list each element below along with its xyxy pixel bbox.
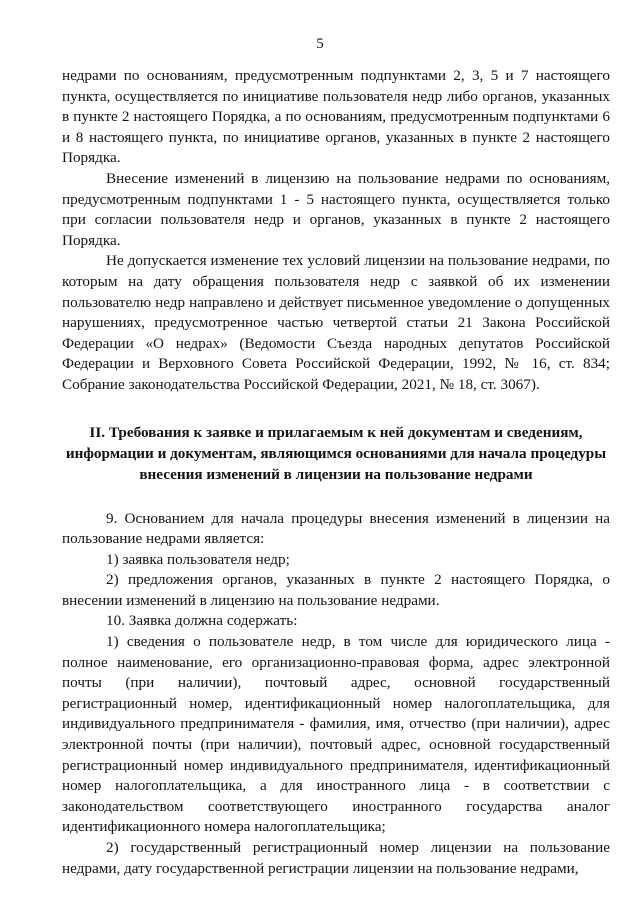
document-body bbox=[62, 66, 610, 879]
page-number: 5 bbox=[316, 36, 324, 52]
section-heading-line-1: II. Требования к заявке и прилагаемым к ней документам и сведениям, bbox=[89, 423, 583, 441]
paragraph-item-9-2: 2) предложения органов, указанных в пункте 2 настоящего Порядка, о внесении изменений в лицензию на пользование недрами. bbox=[62, 571, 610, 609]
paragraph-consent: Внесение изменений в лицензию на пользование недрами по основаниям, предусмотренным подпунктами 1 - 5 настоящего пункта, осуществляется только при согласии пользователя недр и органов, указанных в пункте 2 настоящего Порядка. bbox=[62, 169, 610, 249]
paragraph-restriction: Не допускается изменение тех условий лицензии на пользование недрами, по которым на дату обращения пользователя недр с заявкой об их изменении пользователю недр направлено и действует письменное уведомление о допущенных нарушениях, предусмотренное частью четвертой статьи 21 Закона Российской Федерации «О недрах» (Ведомости Съезда народных депутатов Российской Федерации и Верховного Совета Российской Федерации, 1992, № 16, ст. 834; Собрание законодательства Российской Федерации, 2021, № 18, ст. 3067). bbox=[62, 252, 610, 393]
paragraph-item-10: 10. Заявка должна содержать: bbox=[106, 612, 298, 630]
section-heading-line-2: информации и документам, являющимся основаниями для начала процедуры bbox=[65, 444, 607, 462]
paragraph-item-9-1: 1) заявка пользователя недр; bbox=[106, 550, 290, 568]
paragraph-item-10-2: 2) государственный регистрационный номер лицензии на пользование недрами, дату государственной регистрации лицензии на пользование недрами, bbox=[62, 839, 610, 877]
section-heading bbox=[62, 422, 610, 485]
section-heading-line-3: внесения изменений в лицензии на пользование недрами bbox=[139, 465, 533, 483]
paragraph-item-10-1: 1) сведения о пользователе недр, в том числе для юридического лица - полное наименование, его организационно-правовая форма, адрес электронной почты (при наличии), почтовый адрес, основной государственный регистрационный номер, идентификационный номер налогоплательщика, для индивидуального предпринимателя - фамилия, имя, отчество (при наличии), адрес электронной почты (при наличии), почтовый адрес, основной государственный регистрационный номер индивидуального предпринимателя, идентификационный номер налогоплательщика, а для иностранного лица - в соответствии с законодательством соответствующего иностранного государства аналог идентификационного номера налогоплательщика; bbox=[62, 633, 610, 836]
paragraph-continuation: недрами по основаниям, предусмотренным подпунктами 2, 3, 5 и 7 настоящего пункта, осуществляется по инициативе пользователя недр либо органов, указанных в пункте 2 настоящего Порядка, а по основаниям, предусмотренным подпунктами 6 и 8 настоящего пункта, по инициативе органов, указанных в пункте 2 настоящего Порядка. bbox=[62, 67, 610, 167]
paragraph-item-9: 9. Основанием для начала процедуры внесения изменений в лицензии на пользование недрами является: bbox=[62, 509, 610, 548]
